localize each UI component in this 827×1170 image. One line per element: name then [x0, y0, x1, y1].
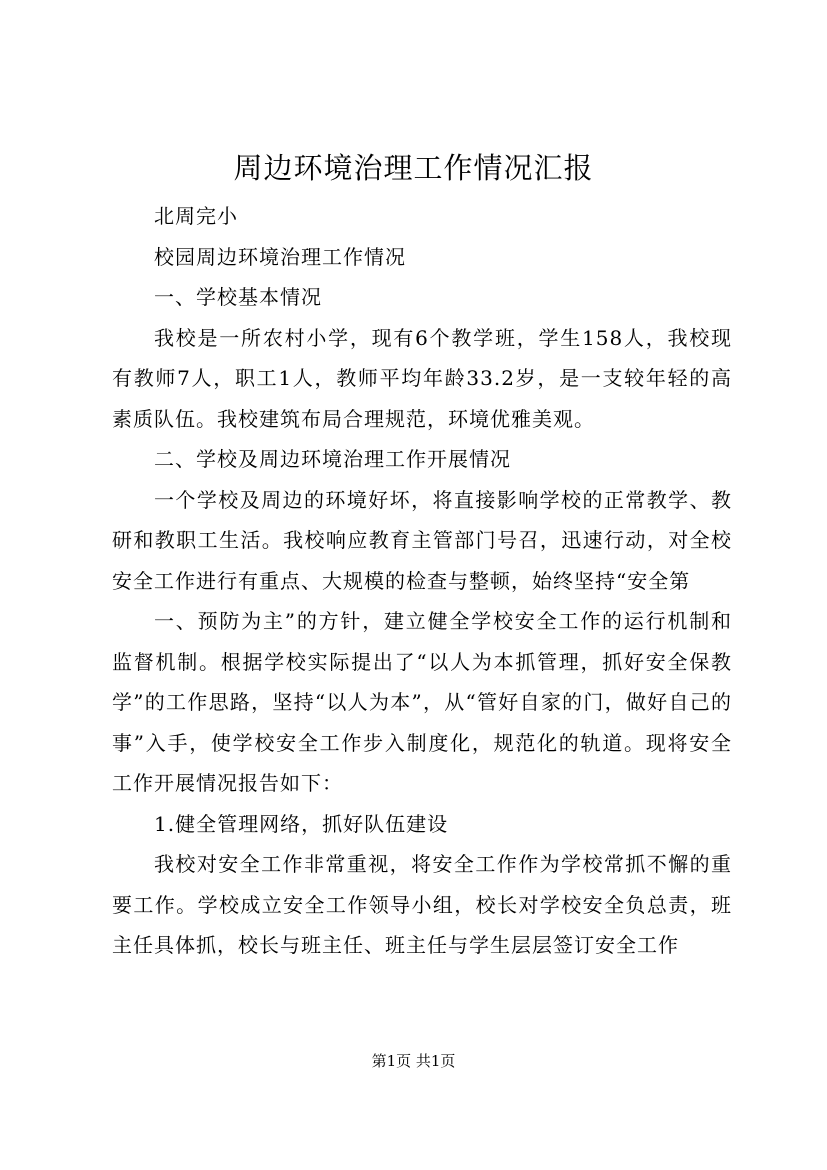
page-footer: 第1页 共1页: [371, 1052, 456, 1070]
paragraph-subtitle: 校园周边环境治理工作情况: [154, 244, 406, 269]
paragraph-environment-importance: 一个学校及周边的环境好坏，将直接影响学校的正常教学、教研和教职工生活。我校响应教育主管部门号召，迅速行动，对全校安全工作进行有重点、大规模的检查与整顿，始终坚持“安全第: [112, 487, 732, 593]
paragraph-safety-policy: 一、预防为主”的方针，建立健全学校安全工作的运行机制和监督机制。根据学校实际提出了“以人为本抓管理，抓好安全保教学”的工作思路，坚持“以人为本”，从“管好自家的门，做好自己的事”入手，使学校安全工作步入制度化，规范化的轨道。现将安全工作开展情况报告如下：: [112, 609, 732, 795]
subheading-management-network: 1.健全管理网络，抓好队伍建设: [154, 811, 449, 836]
section-heading-basic-info: 一、学校基本情况: [154, 285, 322, 309]
paragraph-safety-leadership: 我校对安全工作非常重视，将安全工作作为学校常抓不懈的重要工作。学校成立安全工作领导小组，校长对学校安全负总责，班主任具体抓，校长与班主任、班主任与学生层层签订安全工作: [112, 852, 732, 957]
section-heading-work-progress: 二、学校及周边环境治理工作开展情况: [154, 447, 511, 471]
paragraph-basic-info: 我校是一所农村小学，现有6个教学班，学生158人，我校现有教师7人，职工1人，教师平均年龄33.2岁，是一支较年轻的高素质队伍。我校建筑布局合理规范，环境优雅美观。: [112, 325, 732, 431]
paragraph-school-name: 北周完小: [154, 204, 238, 228]
document-title: 周边环境治理工作情况汇报: [233, 151, 594, 185]
document-body: [112, 196, 732, 966]
